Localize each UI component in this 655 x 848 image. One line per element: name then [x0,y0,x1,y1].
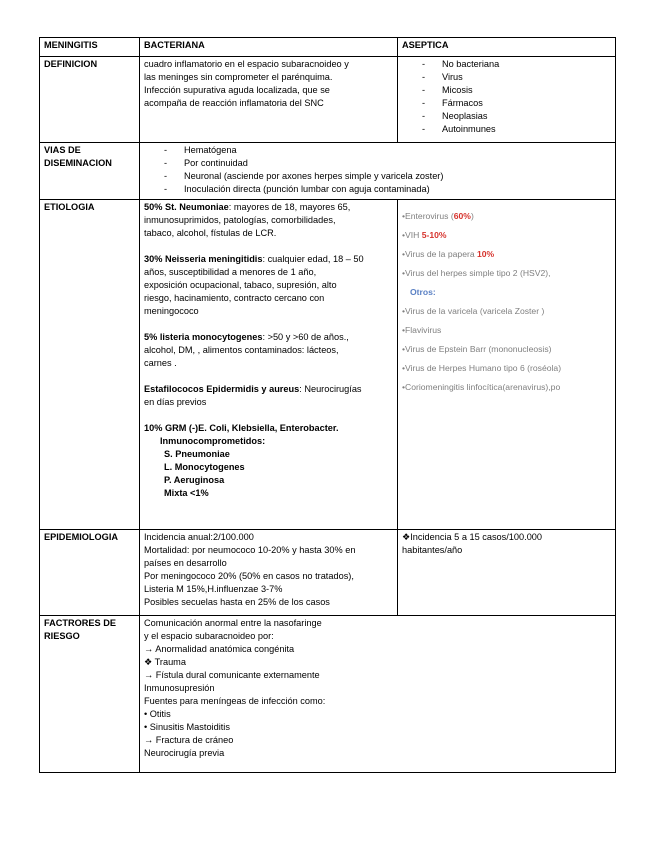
row-etiologia [40,200,616,530]
header-meningitis: MENINGITIS [40,38,140,57]
text-line: acompaña de reacción inflamatoria del SNC [144,98,324,108]
text-line: Incidencia anual:2/100.000 [144,532,254,542]
text-line: 50% St. Neumoniae: mayores de 18, mayores 65, [144,202,351,212]
epidemiologia-aseptica [398,530,616,616]
text-line: las meninges sin comprometer el parénquima. [144,72,333,82]
text-line: Por meningococo 20% (50% en casos no tratados), [144,571,354,581]
text-line: 30% Neisseria meningitidis: cualquier edad, 18 – 50 [144,254,364,264]
list-item: - Neuronal (asciende por axones herpes simple y varicela zoster) [144,170,611,183]
text-line: alcohol, DM, , alimentos contaminados: lácteos, [144,345,339,355]
header-row [40,38,616,57]
text-line: Mortalidad: por neumococo 10-20% y hasta 30% en [144,545,356,555]
meningitis-table [39,37,616,773]
text-line: Posibles secuelas hasta en 25% de los casos [144,597,330,607]
text-line: • Sinusitis Mastoiditis [144,722,230,732]
text-line: •Coriomeningitis linfocítica(arenavirus),po [402,382,561,392]
label-vias [40,143,140,200]
label-line: VIAS DE [44,145,81,155]
definicion-bacteriana [140,57,398,143]
label-definicion: DEFINICION [40,57,140,143]
label-epidemiologia: EPIDEMIOLOGIA [40,530,140,616]
text-line: Inmunocomprometidos: [160,436,266,446]
list-item: - Micosis [402,84,611,97]
text-line: 5% listeria monocytogenes: >50 y >60 de años., [144,332,349,342]
text-line: en días previos [144,397,207,407]
label-line: DISEMINACION [44,158,112,168]
etiologia-bacteriana [140,200,398,530]
text-line: P. Aeruginosa [164,475,225,485]
header-bacteriana: BACTERIANA [140,38,398,57]
row-definicion [40,57,616,143]
text-line: •Virus de la varicela (varicela Zoster ) [402,306,545,316]
text-line: → Fractura de cráneo [144,735,234,745]
text-line: •Virus de la papera 10% [402,249,495,259]
text-line: y el espacio subaracnoideo por: [144,631,274,641]
text-line: carnes . [144,358,177,368]
text-line: S. Pneumoniae [164,449,230,459]
text-line: •Virus de Herpes Humano tipo 6 (roséola) [402,363,562,373]
row-vias [40,143,616,200]
text-line: → Fístula dural comunicante externamente [144,670,320,680]
text-line: meningococo [144,306,199,316]
text-line: Mixta <1% [164,488,209,498]
text-line: 10% GRM (-)E. Coli, Klebsiella, Enterobacter. [144,423,339,433]
vias-items [140,143,616,200]
list-item: - Neoplasias [402,110,611,123]
text-line: cuadro inflamatorio en el espacio subaracnoideo y [144,59,349,69]
row-factores [40,616,616,773]
text-line: •Virus del herpes simple tipo 2 (HSV2), [402,268,551,278]
definicion-aseptica [398,57,616,143]
text-line: • Otitis [144,709,171,719]
text-line: Inmunosupresión [144,683,215,693]
list-item: - Fármacos [402,97,611,110]
text-line: → Anormalidad anatómica congénita [144,644,295,654]
list-item: - Inoculación directa (punción lumbar con aguja contaminada) [144,183,611,196]
virus-list [402,207,611,397]
text-line: •Virus de Epstein Barr (mononucleosis) [402,344,552,354]
text-line: •Flavivirus [402,325,442,335]
label-line: FACTRORES DE [44,618,116,628]
text-line: exposición ocupacional, tabaco, supresión, alto [144,280,337,290]
text-line: países en desarrollo [144,558,227,568]
list-item: - Autoinmunes [402,123,611,136]
text-line: tabaco, alcohol, fístulas de LCR. [144,228,277,238]
text-line: L. Monocytogenes [164,462,245,472]
text-line: inmunosuprimidos, patologías, comorbilidades, [144,215,336,225]
header-aseptica: ASEPTICA [398,38,616,57]
text-line: Fuentes para meníngeas de infección como: [144,696,326,706]
label-etiologia: ETIOLOGIA [40,200,140,530]
text-line: ❖Incidencia 5 a 15 casos/100.000 [402,532,543,542]
otros-heading: Otros: [410,287,436,297]
label-line: RIESGO [44,631,80,641]
list-item: - No bacteriana [402,58,611,71]
text-line: Estafilococos Epidermidis y aureus: Neurocirugías [144,384,362,394]
text-line: años, susceptibilidad a menores de 1 año, [144,267,317,277]
etiologia-aseptica [398,200,616,530]
row-epidemiologia [40,530,616,616]
text-line: riesgo, hacinamiento, contracto cercano con [144,293,325,303]
text-line: Comunicación anormal entre la nasofaringe [144,618,322,628]
list-item: - Hematógena [144,144,611,157]
label-factores [40,616,140,773]
text-line: Neurocirugía previa [144,748,225,758]
list-item: - Por continuidad [144,157,611,170]
text-line: Infección supurativa aguda localizada, que se [144,85,330,95]
epidemiologia-bacteriana [140,530,398,616]
factores-lines [140,616,616,773]
text-line: habitantes/año [402,545,463,555]
text-line: •Enterovirus (60%) [402,211,474,221]
list-item: - Virus [402,71,611,84]
text-line: ❖ Trauma [144,657,186,667]
text-line: Listeria M 15%,H.influenzae 3-7% [144,584,283,594]
text-line: •VIH 5-10% [402,230,447,240]
